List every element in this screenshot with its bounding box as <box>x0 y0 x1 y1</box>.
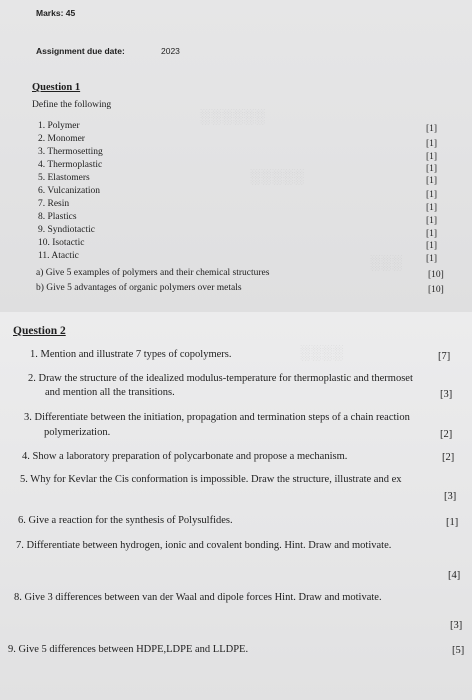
question-2-item-mark: [4] <box>448 570 461 581</box>
question-1-title: Question 1 <box>32 82 81 93</box>
question-2-item-continuation: polymerization. <box>44 427 111 438</box>
bleed-through-watermark: ░░░░░░ <box>200 108 266 124</box>
question-1-item-mark: [1] <box>426 124 438 134</box>
question-1-item: 2. Monomer <box>38 134 85 144</box>
marks-total: Marks: 45 <box>36 8 76 18</box>
question-2-item: 4. Show a laboratory preparation of polycarbonate and propose a mechanism. <box>22 451 348 462</box>
due-date-label: Assignment due date: <box>36 46 125 56</box>
question-2-item: 8. Give 3 differences between van der Waal and dipole forces Hint. Draw and motivate. <box>14 592 382 603</box>
question-1-item: 3. Thermosetting <box>38 147 103 157</box>
question-1-instruction: Define the following <box>32 100 112 110</box>
question-1-item: 7. Resin <box>38 199 70 209</box>
question-1-item-mark: [1] <box>426 229 438 239</box>
question-1-item-mark: [1] <box>426 241 438 251</box>
lower-sheet <box>0 312 472 700</box>
question-2-item: 2. Draw the structure of the idealized modulus-temperature for thermoplastic and thermoset <box>28 373 413 384</box>
question-2-item: 1. Mention and illustrate 7 types of copolymers. <box>30 349 232 360</box>
question-1-item: 11. Atactic <box>38 251 79 261</box>
question-1-item-mark: [1] <box>426 254 438 264</box>
question-2-item: 5. Why for Kevlar the Cis conformation is impossible. Draw the structure, illustrate and ex <box>20 474 402 485</box>
question-2-item-mark: [2] <box>442 452 455 463</box>
question-2-item-mark: [2] <box>440 429 453 440</box>
question-1-item-mark: [1] <box>426 190 438 200</box>
question-1-item: 1. Polymer <box>38 121 80 131</box>
question-2-item: 7. Differentiate between hydrogen, ionic and covalent bonding. Hint. Draw and motivate. <box>16 540 392 551</box>
question-1-item: a) Give 5 examples of polymers and their chemical structures <box>36 268 270 278</box>
question-1-item: 6. Vulcanization <box>38 186 101 196</box>
question-1-item-mark: [10] <box>428 270 444 280</box>
bleed-through-watermark: ░░░░░ <box>250 168 305 184</box>
question-2-item-mark: [3] <box>440 389 453 400</box>
question-1-item: 4. Thermoplastic <box>38 160 103 170</box>
bleed-through-watermark: ░░░░ <box>300 344 344 360</box>
question-1-item-mark: [1] <box>426 203 438 213</box>
question-2-item-mark: [3] <box>450 620 463 631</box>
question-1-item-mark: [1] <box>426 139 438 149</box>
question-1-item-mark: [10] <box>428 285 444 295</box>
question-1-item-mark: [1] <box>426 164 438 174</box>
question-1-item-mark: [1] <box>426 176 438 186</box>
question-2-item-continuation: and mention all the transitions. <box>45 387 175 398</box>
question-1-item-mark: [1] <box>426 152 438 162</box>
question-1-item: 9. Syndiotactic <box>38 225 95 235</box>
question-2-item-mark: [7] <box>438 351 451 362</box>
question-2-item: 3. Differentiate between the initiation, propagation and termination steps of a chain reaction <box>24 412 410 423</box>
question-1-item-mark: [1] <box>426 216 438 226</box>
question-1-item: 5. Elastomers <box>38 173 90 183</box>
due-date-value: 2023 <box>161 46 180 56</box>
question-2-item: 9. Give 5 differences between HDPE,LDPE and LLDPE. <box>8 644 249 655</box>
question-1-item: 10. Isotactic <box>38 238 85 248</box>
question-2-item-mark: [3] <box>444 491 457 502</box>
question-2-title: Question 2 <box>13 325 66 337</box>
question-1-item: 8. Plastics <box>38 212 77 222</box>
question-1-item: b) Give 5 advantages of organic polymers over metals <box>36 283 242 293</box>
question-2-item: 6. Give a reaction for the synthesis of Polysulfides. <box>18 515 233 526</box>
question-2-item-mark: [1] <box>446 517 459 528</box>
bleed-through-watermark: ░░░ <box>370 254 403 270</box>
question-2-item-mark: [5] <box>452 645 465 656</box>
